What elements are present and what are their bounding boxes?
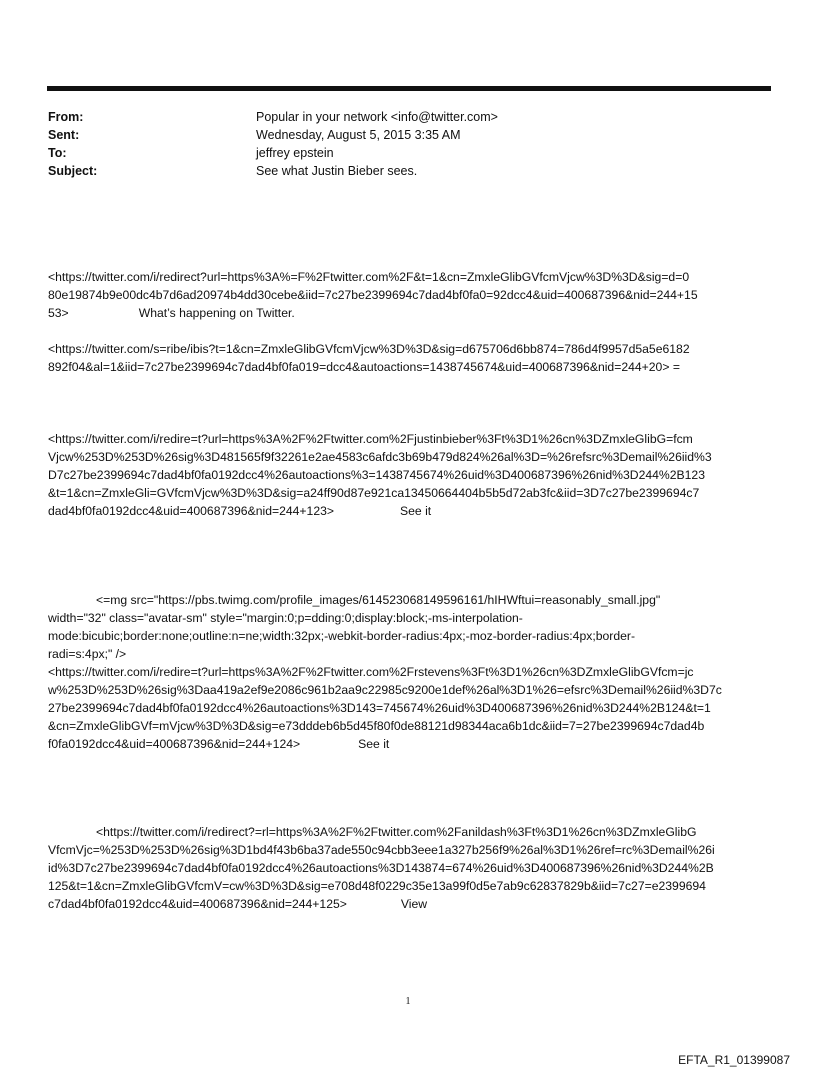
- body-line-with-link: [48, 502, 774, 520]
- body-line-with-link: [48, 735, 774, 753]
- document-id: EFTA_R1_01399087: [678, 1053, 790, 1067]
- body-block-3: [48, 430, 774, 520]
- link-text-view[interactable]: View: [400, 897, 428, 911]
- email-header: [48, 108, 768, 180]
- link-text-see-it[interactable]: See it: [400, 504, 432, 518]
- to-label: To:: [48, 146, 67, 160]
- body-line: &t=1&cn=ZmxleGli=GVfcmVjcw%3D%3D&sig=a24ff90d87e921ca13450664404b5b5d72ab3fc&iid=3D7c27be2399694c7: [48, 486, 700, 500]
- sent-value: Wednesday, August 5, 2015 3:35 AM: [256, 128, 461, 142]
- body-line: &cn=ZmxleGlibGVf=mVjcw%3D%3D&sig=e73dddeb6b5d45f80f0de88121d98344aca6b1dc&iid=7=27be2399694c7dad4b: [48, 719, 705, 733]
- page-number: 1: [405, 996, 411, 1007]
- body-line: <https://twitter.com/s=ribe/ibis?t=1&cn=ZmxleGlibGVfcmVjcw%3D%3D&sig=d675706d6bb874=786d4f9957d5a5e6182: [48, 342, 690, 356]
- subject-value: See what Justin Bieber sees.: [256, 164, 418, 178]
- header-rule: [47, 86, 771, 91]
- body-line: 125&t=1&cn=ZmxleGlibGVfcmV=cw%3D%3D&sig=e708d48f0229c35e13a99f0d5e7ab9c62837829b&iid=7c27=e2399694: [48, 879, 706, 893]
- body-line: <https://twitter.com/i/redirect?url=https%3A%=F%2Ftwitter.com%2F&t=1&cn=ZmxleGlibGVfcmVjcw%3D%3D&sig=d=0: [48, 270, 690, 284]
- body-line: <https://twitter.com/i/redire=t?url=https%3A%2F%2Ftwitter.com%2Fjustinbieber%3Ft%3D1%26cn%3DZmxleGlibG=fcm: [48, 432, 693, 446]
- body-line: f0fa0192dcc4&uid=400687396&nid=244+124>: [48, 737, 301, 751]
- body-line: VfcmVjc=%253D%253D%26sig%3D1bd4f43b6ba37ade550c94cbb3eee1a327b256f9%26al%3D1%26ref=rc%3Demail%26i: [48, 843, 715, 857]
- body-line: 892f04&al=1&iid=7c27be2399694c7dad4bf0fa019=dcc4&autoactions=1438745674&uid=400687396&nid=244+20> =: [48, 360, 680, 374]
- body-line: <=mg src="https://pbs.twimg.com/profile_images/614523068149596161/hIHWftui=reasonably_small.jpg": [96, 593, 661, 607]
- to-row: [48, 144, 768, 162]
- from-row: [48, 108, 768, 126]
- body-line: D7c27be2399694c7dad4bf0fa0192dcc4%26autoactions%3=1438745674%26uid%3D400687396%26nid%3D244%2B123: [48, 468, 705, 482]
- sent-label: Sent:: [48, 128, 80, 142]
- body-line-with-link: [48, 895, 774, 913]
- body-line: Vjcw%253D%253D%26sig%3D481565f9f32261e2ae4583c6afdc3b69b479d824%26al%3D=%26refsrc%3Demail%26iid%3: [48, 450, 712, 464]
- body-block-1: [48, 268, 774, 322]
- body-line: 27be2399694c7dad4bf0fa0192dcc4%26autoactions%3D143=745674%26uid%3D400687396%26nid%3D244%2B124&t=1: [48, 701, 711, 715]
- subject-row: [48, 162, 768, 180]
- body-block-5: [48, 823, 774, 913]
- link-text-see-it[interactable]: See it: [358, 737, 390, 751]
- body-block-4: [48, 591, 774, 753]
- body-line: c7dad4bf0fa0192dcc4&uid=400687396&nid=244+125>: [48, 897, 347, 911]
- body-block-2: [48, 340, 774, 376]
- body-line: <https://twitter.com/i/redirect?=rl=https%3A%2F%2Ftwitter.com%2Fanildash%3Ft%3D1%26cn%3DZmxleGlibG: [96, 825, 697, 839]
- body-line-with-link: [48, 304, 774, 322]
- from-label: From:: [48, 110, 84, 124]
- from-value: Popular in your network <info@twitter.com>: [256, 110, 498, 124]
- body-line: 53>: [48, 306, 69, 320]
- subject-label: Subject:: [48, 164, 98, 178]
- body-line: 80e19874b9e00dc4b7d6ad20974b4dd30cebe&iid=7c27be2399694c7dad4bf0fa0=92dcc4&uid=400687396&nid=244+15: [48, 288, 698, 302]
- body-line: radi=s:4px;" />: [48, 647, 127, 661]
- body-line: dad4bf0fa0192dcc4&uid=400687396&nid=244+123>: [48, 504, 335, 518]
- body-line: id%3D7c27be2399694c7dad4bf0fa0192dcc4%26autoactions%3D143874=674%26uid%3D400687396%26nid%3D244%2B: [48, 861, 714, 875]
- body-line: w%253D%253D%26sig%3Daa419a2ef9e2086c961b2aa9c22985c9200e1def%26al%3D1%26=efsrc%3Demail%26iid%3D7c: [48, 683, 722, 697]
- body-line: mode:bicubic;border:none;outline:n=ne;width:32px;-webkit-border-radius:4px;-moz-border-radius:4px;border-: [48, 629, 635, 643]
- body-line: width="32" class="avatar-sm" style="margin:0;p=dding:0;display:block;-ms-interpolation-: [48, 611, 523, 625]
- link-text-whats-happening[interactable]: What’s happening on Twitter.: [138, 306, 295, 320]
- sent-row: [48, 126, 768, 144]
- body-line: <https://twitter.com/i/redire=t?url=https%3A%2F%2Ftwitter.com%2Frstevens%3Ft%3D1%26cn%3DZmxleGlibGVfcm=jc: [48, 665, 694, 679]
- to-value: jeffrey epstein: [256, 146, 334, 160]
